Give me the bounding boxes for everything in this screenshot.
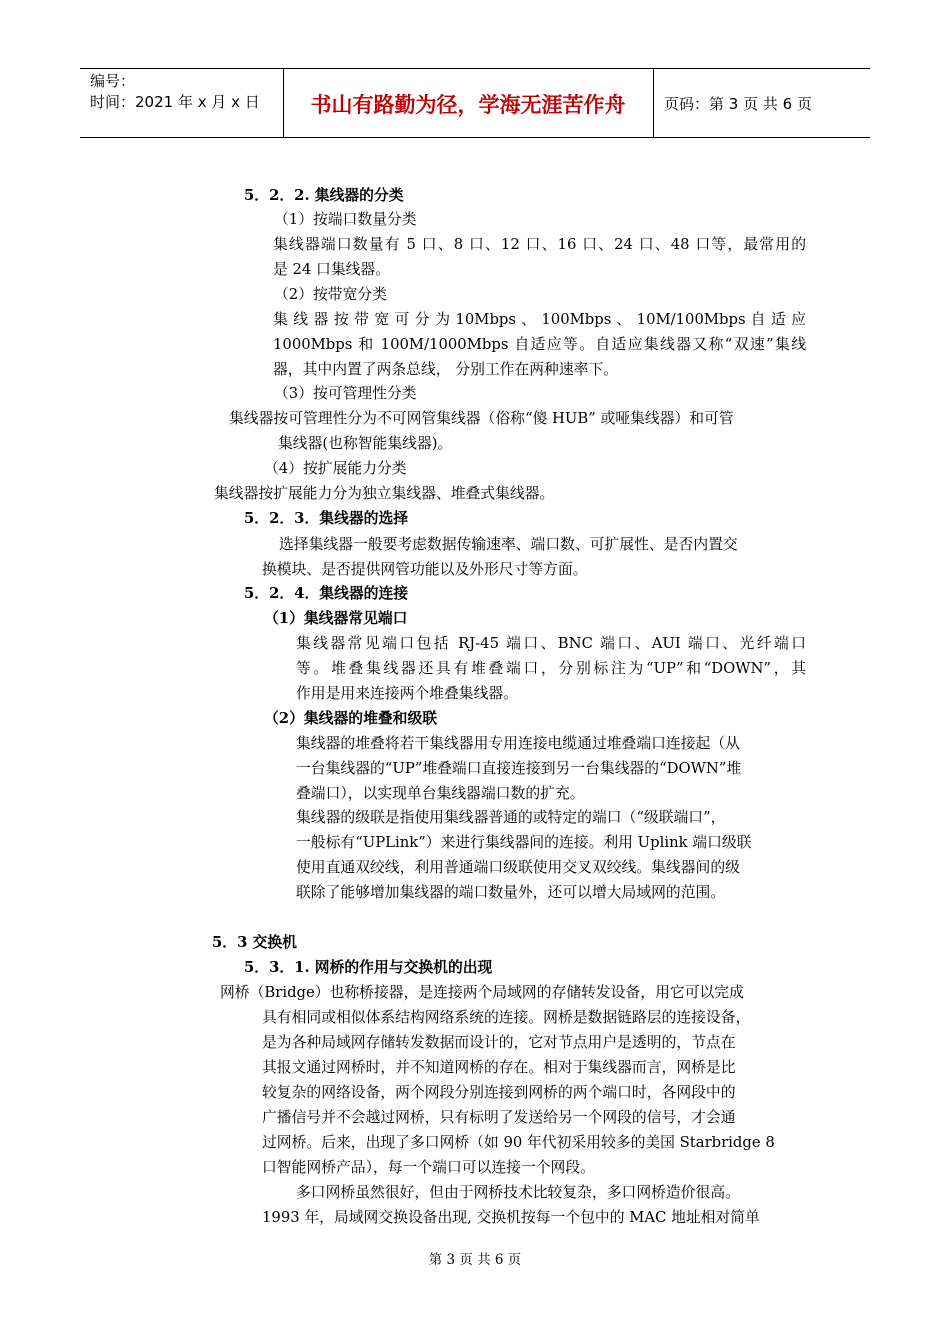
text-line: 集线器(也称智能集线器)。	[278, 435, 453, 452]
text-line: 叠端口），以实现单台集线器端口数的扩充。	[296, 785, 585, 802]
section-heading: 5．2．4．集线器的连接	[244, 585, 409, 602]
section-heading: 5．2．3．集线器的选择	[244, 510, 409, 527]
section-heading: 5．3 交换机	[212, 934, 297, 951]
text-line: 联除了能够增加集线器的端口数量外，还可以增大局域网的范围。	[296, 884, 726, 901]
text-line: 网桥（Bridge）也称桥接器，是连接两个局域网的存储转发设备，用它可以完成	[220, 984, 744, 1001]
text-line: 作用是用来连接两个堆叠集线器。	[296, 685, 518, 702]
text-line: 选择集线器一般要考虑数据传输速率、端口数、可扩展性、是否内置交	[279, 536, 738, 553]
header-left	[90, 71, 260, 113]
text-line: （2）按带宽分类	[274, 286, 387, 303]
section-heading: （1）集线器常见端口	[264, 610, 408, 627]
text-line: 其报文通过网桥时，并不知道网桥的存在。相对于集线器而言，网桥是比	[262, 1059, 736, 1076]
header-time: 时间：2021 年 x 月 x 日	[90, 93, 260, 111]
text-line: 一台集线器的“UP”堆叠端口直接连接到另一台集线器的“DOWN”堆	[296, 760, 742, 777]
header-number: 编号：	[90, 72, 136, 90]
text-line: 集线器的堆叠将若干集线器用专用连接电缆通过堆叠端口连接起（从	[296, 735, 740, 752]
text-line: 集线器的级联是指使用集线器普通的或特定的端口（“级联端口”，	[296, 809, 726, 826]
page-footer: 第 3 页 共 6 页	[428, 1252, 522, 1268]
text-line: 集线器按可管理性分为不可网管集线器（俗称“傻 HUB” 或哑集线器）和可管	[229, 410, 734, 427]
text-line: 1993 年，局域网交换设备出现, 交换机按每一个包中的 MAC 地址相对简单	[262, 1209, 760, 1226]
text-line: 集线器端口数量有 5 口、8 口、12 口、16 口、24 口、48 口等，最常用的	[273, 236, 806, 253]
text-line: （1）按端口数量分类	[274, 211, 417, 228]
text-line: 集线器常见端口包括 RJ-45 端口、BNC 端口、AUI 端口、光纤端口	[296, 635, 806, 652]
text-line: 器，其中内置了两条总线， 分别工作在两种速率下。	[273, 361, 619, 378]
text-line: 等。堆叠集线器还具有堆叠端口，分别标注为“UP”和“DOWN”，其	[296, 660, 806, 677]
section-heading: 5．3．1. 网桥的作用与交换机的出现	[244, 959, 493, 976]
text-line: （4）按扩展能力分类	[264, 460, 407, 477]
section-heading: 5．2．2. 集线器的分类	[244, 187, 404, 204]
text-line: （3）按可管理性分类	[274, 385, 417, 402]
text-line: 口智能网桥产品），每一个端口可以连接一个网段。	[262, 1159, 595, 1176]
header-motto: 书山有路勤为径，学海无涯苦作舟	[310, 93, 626, 117]
text-line: 一般标有“UPLink”）来进行集线器间的连接。利用 Uplink 端口级联	[296, 834, 752, 851]
text-line: 具有相同或相似体系结构网络系统的连接。网桥是数据链路层的连接设备，	[262, 1009, 751, 1026]
text-line: 多口网桥虽然很好，但由于网桥技术比较复杂，多口网桥造价很高。	[296, 1184, 740, 1201]
text-line: 是 24 口集线器。	[273, 261, 391, 278]
text-line: 1000Mbps 和 100M/1000Mbps 自适应等。自适应集线器又称“双速”集线	[273, 336, 806, 353]
text-line: 是为各种局域网存储转发数据而设计的，它对节点用户是透明的，节点在	[262, 1034, 736, 1051]
header-page-number: 页码：第 3 页 共 6 页	[664, 95, 812, 113]
text-line: 换模块、是否提供网管功能以及外形尺寸等方面。	[262, 561, 588, 578]
text-line: 集线器按扩展能力分为独立集线器、堆叠式集线器。	[214, 485, 555, 502]
section-heading: （2）集线器的堆叠和级联	[264, 710, 438, 727]
text-line: 过网桥。后来，出现了多口网桥（如 90 年代初采用较多的美国 Starbridge 8	[262, 1134, 775, 1151]
page-header	[80, 68, 870, 138]
text-line: 使用直通双绞线，利用普通端口级联使用交叉双绞线。集线器间的级	[296, 859, 740, 876]
text-line: 集 线 器 按 带 宽 可 分 为 10Mbps 、 100Mbps 、 10M/100Mbps 自 适 应	[273, 311, 806, 328]
header-divider	[653, 69, 654, 137]
text-line: 较复杂的网络设备，两个网段分别连接到网桥的两个端口时，各网段中的	[262, 1084, 736, 1101]
text-line: 广播信号并不会越过网桥，只有标明了发送给另一个网段的信号，才会通	[262, 1109, 736, 1126]
